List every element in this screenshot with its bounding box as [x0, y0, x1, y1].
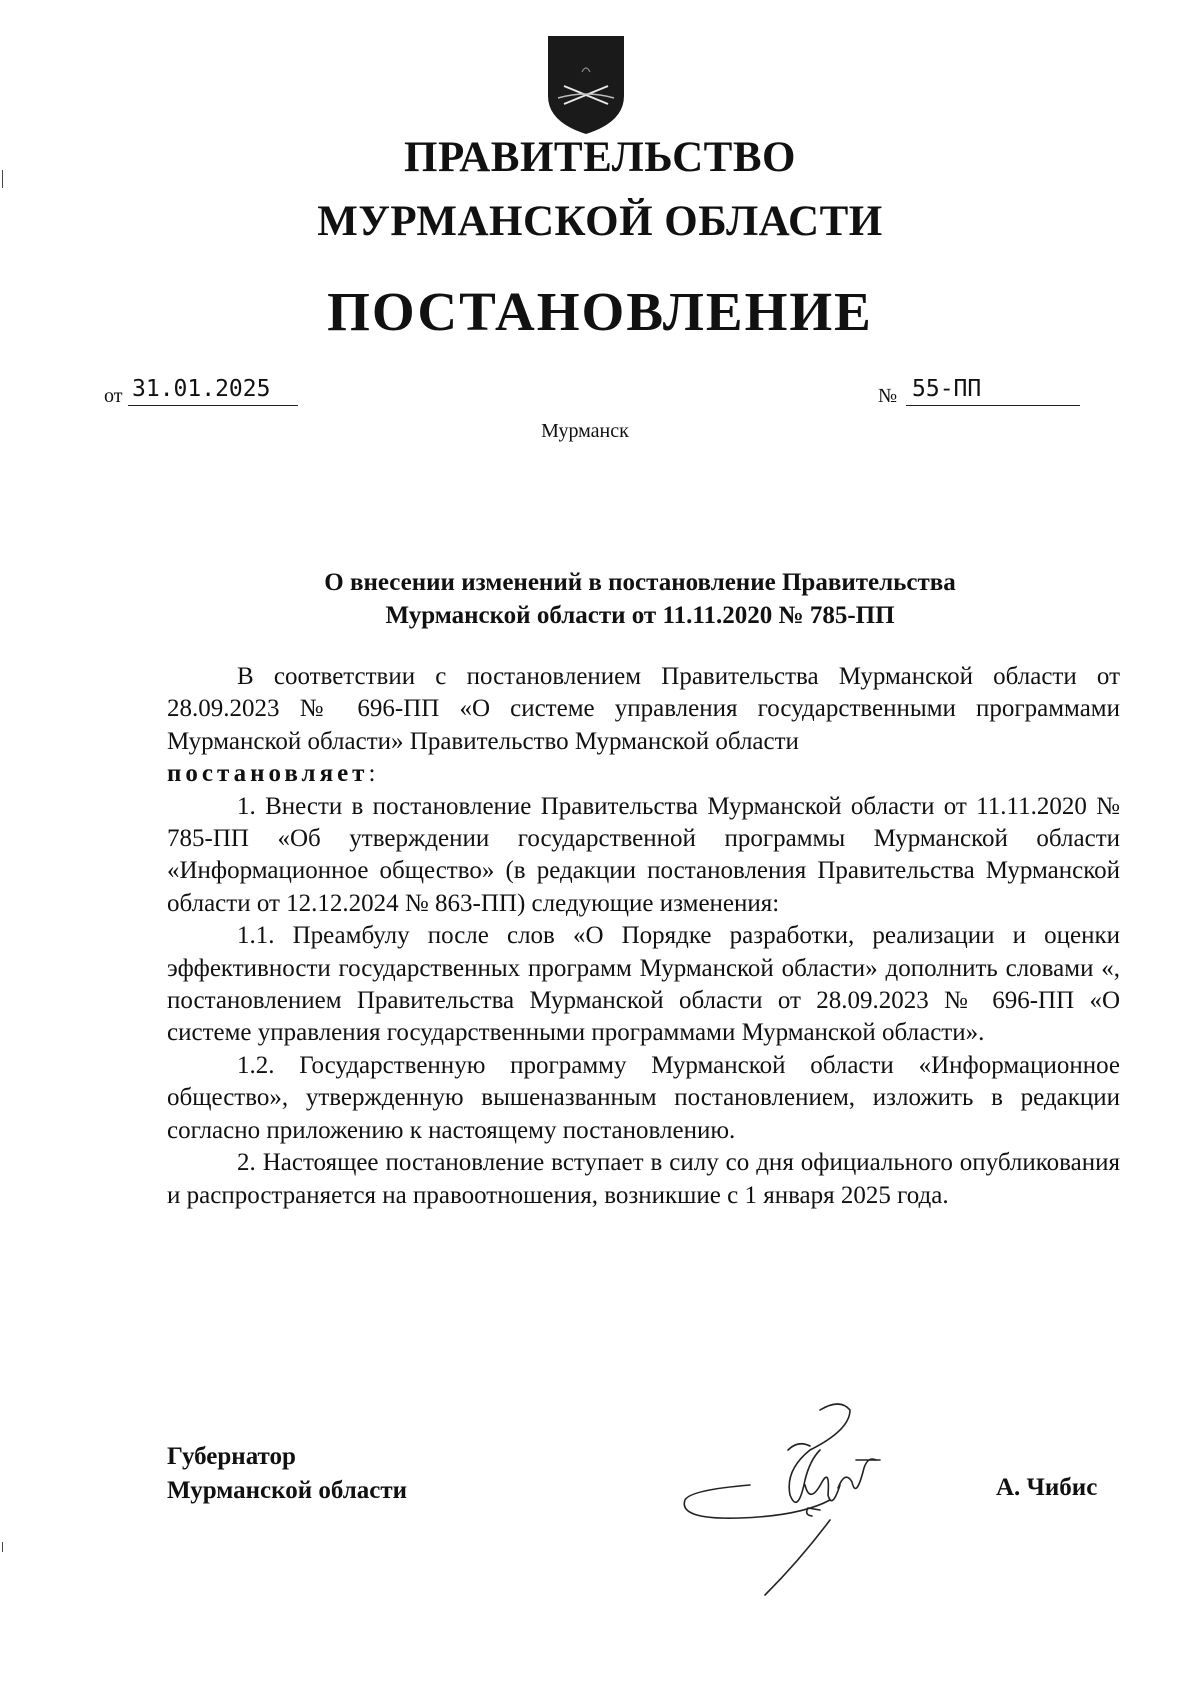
intro-text: В соответствии с постановлением Правительства Мурманской области от 28.09.2023 № 696-ПП «О системе управления государственными программами Мурманской области» Правительство Мурманской области [167, 663, 1120, 755]
handwritten-signature [680, 1390, 910, 1600]
city-name: Мурманск [541, 420, 629, 442]
item-1-1-paragraph: 1.1. Преамбулу после слов «О Порядке разработки, реализации и оценки эффективности государственных программ Мурманской области» дополнить словами «, постановлением Правительства Мурманской области от 28.09.2023 № 696-ПП «О системе управления государственными программами Мурманской области». [167, 922, 1120, 1047]
signatory-position-line1: Губернатор [167, 1443, 296, 1470]
scan-edge-mark [2, 1542, 3, 1552]
decree-colon: : [368, 760, 376, 788]
government-title-line2: МУРМАНСКОЙ ОБЛАСТИ [317, 198, 883, 245]
coat-of-arms-emblem [544, 34, 628, 136]
intro-paragraph [167, 661, 1120, 791]
item-1-2-paragraph: 1.2. Государственную программу Мурманской области «Информационное общество», утвержденную вышеназванным постановлением, изложить в редакции согласно приложению к настоящему постановлению. [167, 1051, 1120, 1144]
date-label: от [104, 385, 123, 407]
document-date: 31.01.2025 [128, 376, 298, 406]
decree-verb: постановляет [167, 760, 369, 788]
item-1-paragraph: 1. Внести в постановление Правительства Мурманской области от 11.11.2020 № 785-ПП «Об утверждении государственной программы Мурманской области «Информационное общество» (в редакции постановления Правительства Мурманской области от 12.12.2024 № 863-ПП) следующие изменения: [167, 792, 1120, 917]
scan-edge-mark [2, 170, 3, 188]
item-2-paragraph: 2. Настоящее постановление вступает в силу со дня официального опубликования и распространяется на правоотношения, возникшие с 1 января 2025 года. [167, 1149, 1120, 1209]
signatory-name: А. Чибис [996, 1474, 1098, 1501]
document-type-title: ПОСТАНОВЛЕНИЕ [327, 281, 873, 342]
signatory-position-line2: Мурманской области [167, 1477, 408, 1504]
document-number: 55-ПП [906, 376, 1080, 406]
signatory-position [167, 1440, 407, 1508]
subject-line2: Мурманской области от 11.11.2020 № 785-ПП [385, 602, 895, 629]
number-label: № [878, 385, 898, 407]
subject-line1: О внесении изменений в постановление Правительства [324, 569, 956, 596]
document-body [167, 661, 1120, 1212]
government-title-line1: ПРАВИТЕЛЬСТВО [404, 134, 796, 181]
